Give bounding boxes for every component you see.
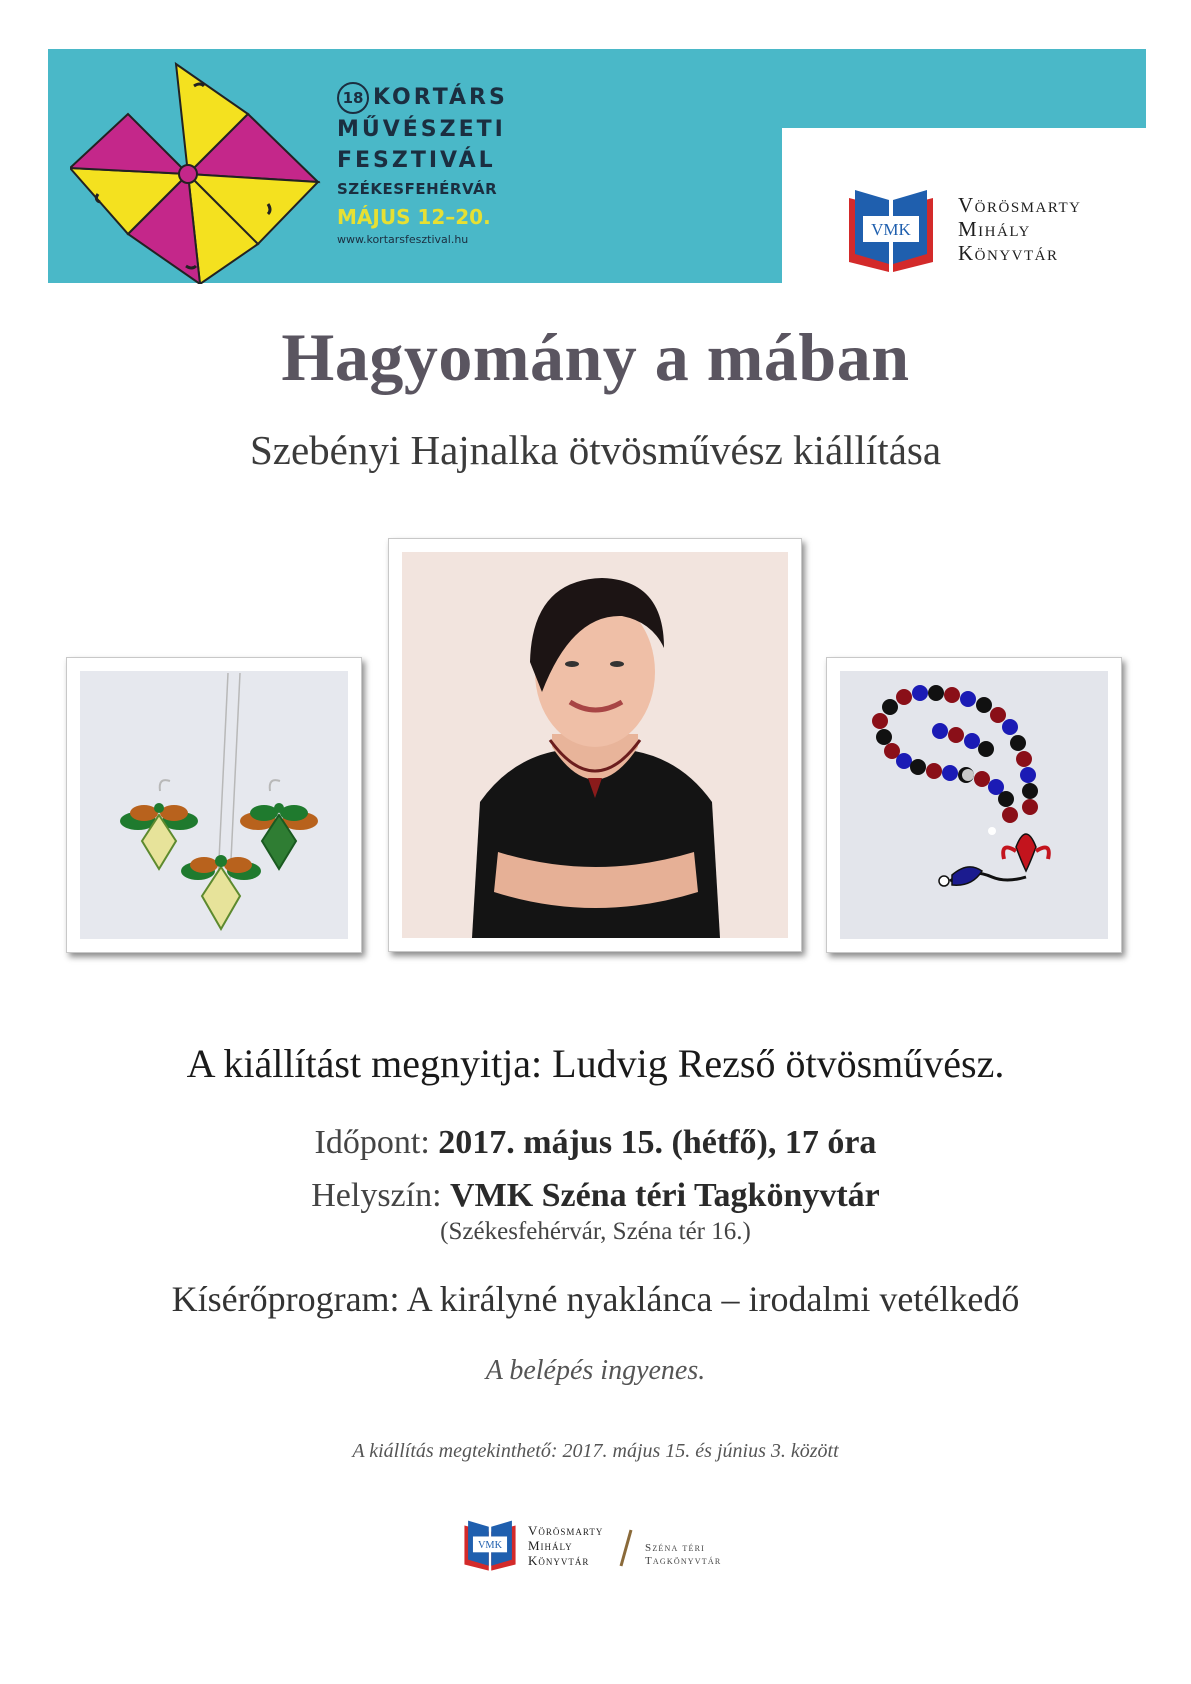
festival-number: 18 <box>337 82 369 114</box>
page-subtitle: Szebényi Hajnalka ötvösművész kiállítása <box>249 427 942 473</box>
festival-line2: MŰVÉSZETI <box>337 117 506 142</box>
footer-library-line3: Könyvtár <box>528 1553 590 1568</box>
festival-dates: MÁJUS 12–20. <box>337 205 491 229</box>
photo-earrings <box>66 657 362 953</box>
side-program: Kísérőprogram: A királyné nyaklánca – irodalmi vetélkedő <box>171 1279 1020 1319</box>
festival-line1: KORTÁRS <box>373 85 508 110</box>
time-line <box>0 1124 1191 1162</box>
venue-line <box>0 1177 1191 1215</box>
venue-label: Helyszín: <box>311 1177 451 1214</box>
footer-vmk-monogram: VMK <box>477 1540 503 1552</box>
vmk-monogram: VMK <box>871 220 911 239</box>
page-title: Hagyomány a mában <box>281 319 910 395</box>
festival-url: www.kortarsfesztival.hu <box>337 233 469 246</box>
time-value: 2017. május 15. (hétfő), 17 óra <box>438 1124 877 1161</box>
library-name-line1: Vörösmarty <box>958 193 1082 217</box>
festival-text <box>337 82 507 248</box>
footer-divider-slash <box>618 1528 634 1568</box>
photo-portrait <box>388 538 802 952</box>
earrings-image <box>80 671 348 939</box>
footer-library-line1: Vörösmarty <box>528 1523 604 1538</box>
photo-necklace <box>826 657 1122 953</box>
opener-line: A kiállítást megnyitja: Ludvig Rezső ötvösművész. <box>186 1041 1005 1086</box>
footer-vmk-book-logo <box>462 1518 518 1572</box>
footer-branch-line1: Széna téri <box>645 1542 705 1554</box>
footer-library-name <box>528 1523 603 1568</box>
footer-branch-line2: Tagkönyvtár <box>645 1555 722 1567</box>
pinwheel-logo <box>70 52 330 284</box>
entry-note: A belépés ingyenes. <box>485 1355 706 1386</box>
venue-address: (Székesfehérvár, Széna tér 16.) <box>440 1218 751 1245</box>
viewable-dates: A kiállítás megtekinthető: 2017. május 15. és június 3. között <box>352 1440 839 1462</box>
library-name <box>958 193 1081 265</box>
footer-library-line2: Mihály <box>528 1538 573 1553</box>
necklace-image <box>840 671 1108 939</box>
time-label: Időpont: <box>314 1124 439 1161</box>
vmk-book-logo <box>845 186 937 274</box>
venue-value: VMK Széna téri Tagkönyvtár <box>450 1177 880 1214</box>
festival-city: SZÉKESFEHÉRVÁR <box>337 180 498 198</box>
library-name-line3: Könyvtár <box>958 241 1059 265</box>
portrait-image <box>402 552 788 938</box>
library-name-line2: Mihály <box>958 217 1031 241</box>
festival-line3: FESZTIVÁL <box>337 148 496 173</box>
footer-branch-name <box>645 1542 721 1568</box>
